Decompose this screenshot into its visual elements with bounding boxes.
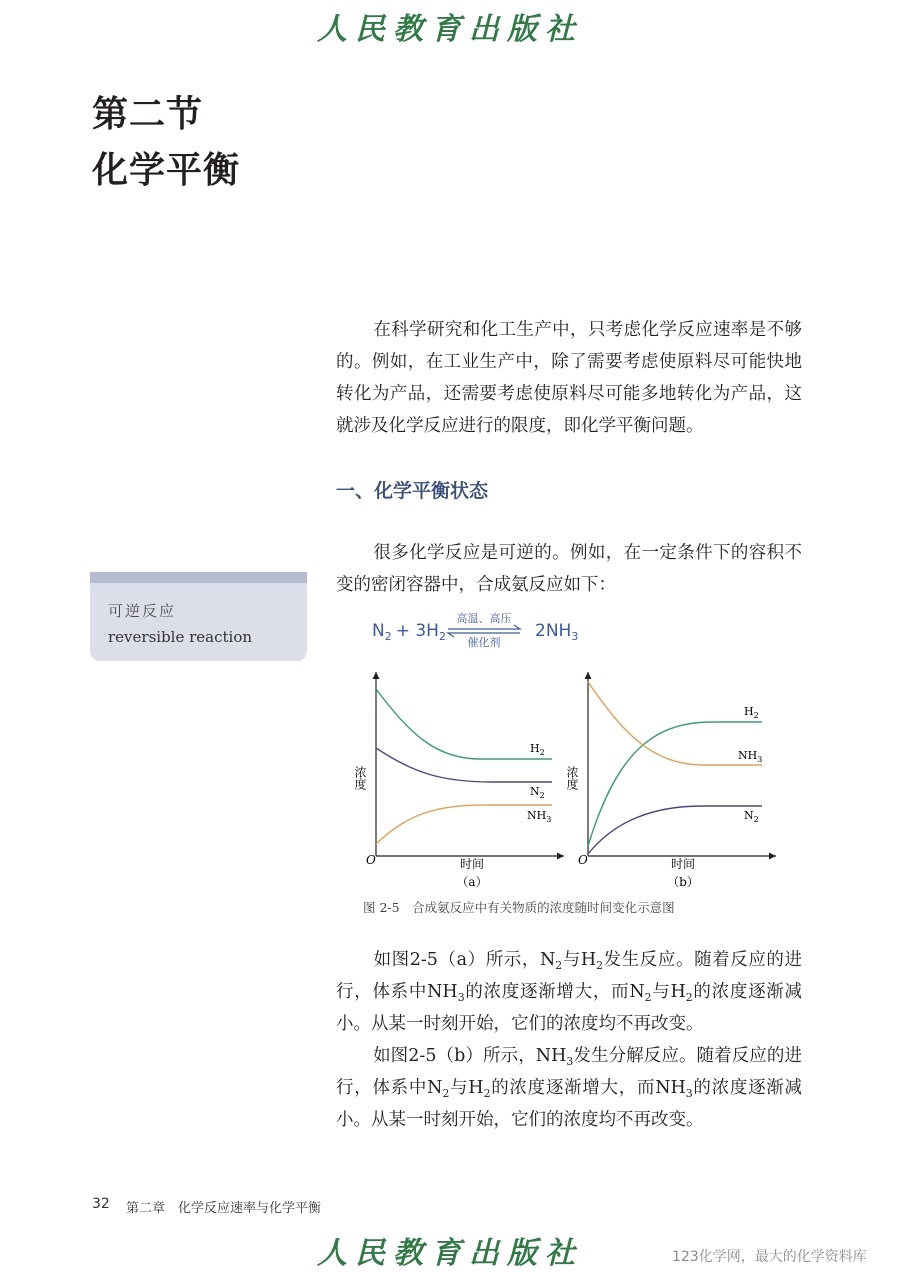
- term-english: reversible reaction: [108, 628, 253, 646]
- svg-text:2NH3: [535, 621, 578, 643]
- reversible-text: 很多化学反应是可逆的。例如，在一定条件下的容积不变的密闭容器中，合成氨反应如下：: [336, 543, 802, 595]
- intro-paragraph: [336, 314, 802, 442]
- panel-b-nh3-curve: [588, 682, 762, 765]
- term-chinese: 可逆反应: [108, 602, 177, 620]
- panel-b-origin: O: [578, 853, 588, 867]
- panel-a-ylabel: 浓度: [353, 766, 367, 790]
- panel-a-n2-curve: [376, 748, 552, 782]
- term-sidebar: [90, 572, 307, 661]
- panel-b-label-nh3: $NH_3$: [738, 749, 763, 764]
- panel-a-origin: O: [366, 853, 376, 867]
- watermark-text: 123化学网，最大的化学资料库: [672, 1249, 867, 1265]
- panel-b-label-h2: $H_2$: [744, 705, 759, 720]
- panel-b-xlabel: 时间: [670, 857, 696, 871]
- panel-b-label-n2: $N_2$: [744, 809, 759, 824]
- panel-a-label-h2: $H_2$: [530, 742, 545, 757]
- panel-b-paragraph: 如图2-5（b）所示，$NH_3$发生分解反应。随着反应的进行，体系中$N_2$与$H_2$的浓度逐渐增大，而$NH_3$的浓度逐渐减小。从某一时刻开始，它们的浓度均不再改变。: [336, 1046, 803, 1130]
- panel-b: [565, 672, 776, 889]
- eq-condition-top: 高温、高压: [456, 612, 512, 625]
- eq-nh3-sub: 3: [571, 630, 579, 643]
- panel-b-panel-label: （b）: [667, 875, 699, 889]
- footer-chapter-title: 第二章 化学反应速率与化学平衡: [126, 1201, 322, 1216]
- section-title: 化学平衡: [92, 149, 241, 191]
- panel-a-h2-curve: [376, 689, 552, 759]
- eq-n2-sub: 2: [384, 630, 392, 643]
- reversible-paragraph: [336, 537, 802, 601]
- panel-a: [353, 672, 564, 889]
- eq-forward-arrow: [448, 625, 520, 629]
- panel-a-paragraph: 如图2-5（a）所示，$N_2$与$H_2$发生反应。随着反应的进行，体系中$NH_3$的浓度逐渐增大，而$N_2$与$H_2$的浓度逐渐减小。从某一时刻开始，它们的浓度均不再改变。: [336, 950, 803, 1034]
- publisher-logo-bottom: 人民教育出版社: [317, 1236, 583, 1271]
- concentration-figure: [352, 664, 792, 894]
- eq-nh3: 2NH: [535, 621, 572, 641]
- panel-b-h2-curve: [588, 722, 762, 846]
- eq-h2: + 3H: [395, 621, 439, 641]
- panel-a-label-n2: $N_2$: [530, 785, 545, 800]
- figure-caption: 图 2-5 合成氨反应中有关物质的浓度随时间变化示意图: [363, 900, 675, 915]
- svg-text:N2+ 3H2: [372, 621, 446, 643]
- intro-text: 在科学研究和化工生产中，只考虑化学反应速率是不够的。例如，在工业生产中，除了需要考虑使原料尽可能快地转化为产品，还需要考虑使原料尽可能多地转化为产品，这就涉及化学反应进行的限度，即化学平衡问题。: [336, 320, 802, 436]
- panel-a-label-nh3: $NH_3$: [527, 809, 552, 824]
- section-number: 第二节: [92, 93, 204, 135]
- eq-h2-sub: 2: [438, 630, 446, 643]
- panel-b-ylabel: 浓度: [565, 766, 579, 790]
- term-sidebar-bar: [90, 572, 307, 583]
- subsection-heading: 一、化学平衡状态: [336, 480, 489, 502]
- panel-a-xlabel: 时间: [459, 857, 485, 871]
- eq-condition-bottom: 催化剂: [467, 636, 501, 649]
- panel-a-panel-label: （a）: [456, 875, 488, 889]
- panel-a-nh3-curve: [376, 805, 552, 844]
- ammonia-equation: [370, 610, 630, 658]
- panel-b-n2-curve: [588, 806, 762, 854]
- page-number: 32: [92, 1196, 110, 1212]
- eq-n2: N: [372, 621, 385, 641]
- publisher-logo-top: 人民教育出版社: [317, 12, 583, 47]
